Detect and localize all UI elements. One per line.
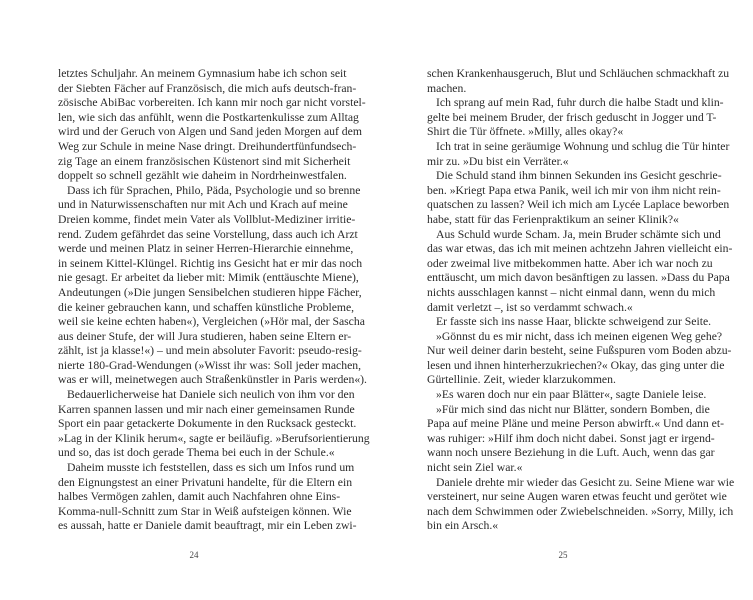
text-line: was ruhiger: »Hilf ihm doch nicht dabei. Sonst jagt er irgend- (427, 431, 715, 445)
text-line: wann noch unsere Beziehung in die Luft. Auch, wenn das gar (427, 446, 715, 460)
text-line: werde und meinen Platz in seiner Herren-Hierarchie einnehme, (58, 242, 354, 256)
text-line: nichts ausschlagen kannst – nicht einmal dann, wenn du mich (427, 285, 716, 299)
paragraph (427, 402, 724, 476)
text-line: »Gönnst du es mir nicht, dass ich meinen eigenen Weg gehe? (436, 329, 723, 343)
paragraph (58, 388, 370, 461)
text-line: der Siebten Fächer auf Französisch, die mich aufs deutsch-fran- (58, 81, 357, 95)
text-line: gelte bei meinem Bruder, der frisch geduscht in Jogger und T- (427, 110, 717, 124)
paragraph (58, 67, 366, 184)
text-line: Karren spannen lassen und mir nach einer gemeinsamen Runde (58, 402, 355, 416)
text-line: Er fasste sich ins nasse Haar, blickte schweigend zur Seite. (436, 315, 712, 329)
text-line: nie gesagt. Er arbeitet da lieber mit: Mimik (enttäuschte Miene), (58, 271, 359, 285)
right-page-body (427, 67, 735, 534)
paragraph (427, 67, 730, 96)
text-line: Sport ein paar getackerte Dokumente in den Rucksack gesteckt. (58, 417, 357, 431)
text-line: versteinert, nur seine Augen waren etwas feucht und gerötet wie (427, 490, 727, 504)
page-number: 25 (558, 550, 568, 560)
paragraph (427, 315, 712, 330)
text-line: weil sie keine echten haben«), Vergleichen (»Hör mal, der Sascha (58, 315, 365, 329)
text-line: len, wie sich das anfühlt, wenn die Postkartenkulisse zum Alltag (58, 110, 359, 124)
paragraph (58, 461, 357, 534)
paragraph (427, 227, 733, 316)
text-line: »Für mich sind das nicht nur Blätter, sondern Bomben, die (436, 402, 710, 416)
text-line: ben. »Kriegt Papa etwa Panik, weil ich mir von ihm nicht rein- (427, 183, 721, 197)
text-line: Dass ich für Sprachen, Philo, Päda, Psychologie und so brenne (67, 183, 361, 197)
text-line: nierte 180-Grad-Wendungen (»Wisst ihr was: Soll jeder machen, (58, 358, 362, 372)
text-line: nach dem Schwimmen oder Zwiebelschneiden. »Sorry, Milly, ich (427, 504, 734, 518)
text-line: Bedauerlicherweise hat Daniele sich neulich von ihm vor den (67, 388, 355, 402)
text-line: doppelt so schnell gezählt wie daheim in Nordrheinwestfalen. (58, 169, 347, 183)
left-page (0, 0, 376, 600)
text-line: Ich sprang auf mein Rad, fuhr durch die halbe Stadt und klin- (436, 96, 724, 110)
text-line: den Eignungstest an einer Privatuni handelte, für die Eltern ein (58, 475, 353, 489)
text-line: das war etwas, das ich mit meinen achtzehn Jahren vielleicht ein- (427, 242, 733, 256)
paragraph (427, 139, 730, 169)
text-line: es aussah, hatte er Daniele damit beauftragt, mir ein Leben zwi- (58, 519, 357, 533)
right-page (377, 0, 753, 600)
text-line: Andeutungen (»Die jungen Sensibelchen studieren hippe Fächer, (58, 285, 362, 299)
text-line: »Es waren doch nur ein paar Blätter«, sagte Daniele leise. (436, 388, 707, 402)
text-line: habe, statt für das Ferienpraktikum an seiner Klinik?« (427, 212, 679, 226)
text-line: Daheim musste ich feststellen, dass es sich um Infos rund um (67, 461, 355, 475)
page-number: 24 (189, 550, 199, 560)
paragraph (427, 475, 735, 534)
text-line: zählt, ist ja klasse!«) – und mein absoluter Favorit: pseudo-resig- (58, 344, 362, 358)
text-line: die keiner gebrauchen kann, und schaffen künstliche Probleme, (58, 300, 355, 314)
text-line: Shirt die Tür öffnete. »Milly, alles okay?« (427, 125, 624, 139)
text-line: bin ein Arsch.« (427, 519, 499, 533)
paragraph (58, 183, 367, 388)
text-line: zig Tage an einem französischen Küstenort sind mit Sicherheit (58, 154, 351, 168)
text-line: Komma-null-Schnitt zum Star in Weiß aufsteigen können. Wie (58, 504, 352, 518)
text-line: machen. (427, 81, 467, 95)
text-line: lesen und ihnen hinterherzukriechen?« Okay, das ging unter die (427, 358, 725, 372)
text-line: oder zweimal live mitbekommen hatte. Aber ich war noch zu (427, 256, 713, 270)
left-page-body (58, 67, 370, 534)
paragraph (427, 329, 732, 388)
text-line: damit verletzt –, ist so verdammt schwach.« (427, 300, 633, 314)
text-line: Ich trat in seine geräumige Wohnung und schlug die Tür hinter (436, 139, 730, 153)
text-line: »Lag in der Klinik herum«, sagte er beiläufig. »Berufsorientierung (58, 431, 370, 445)
text-line: was er will, meinetwegen auch Straßenkünstler in Paris werden«). (58, 373, 367, 387)
text-line: halbes Vermögen zahlen, damit auch Nachfahren ohne Eins- (58, 490, 341, 504)
text-line: Die Schuld stand ihm binnen Sekunden ins Gesicht geschrie- (436, 169, 722, 183)
text-line: schen Krankenhausgeruch, Blut und Schläuchen schmackhaft zu (427, 67, 730, 80)
text-line: Nur weil deiner darin besteht, seine Fußspuren vom Boden abzu- (427, 344, 732, 358)
text-line: rend. Zudem gefährdet das seine Vorstellung, dass auch ich Arzt (58, 227, 358, 241)
text-line: und so, das ist doch gerade Thema bei euch in der Schule.« (58, 446, 335, 460)
paragraph (427, 388, 707, 403)
text-line: wird und der Geruch von Algen und Sand jeden Morgen auf dem (58, 125, 362, 139)
text-line: Aus Schuld wurde Scham. Ja, mein Bruder schämte sich und (436, 227, 721, 241)
text-line: zösische AbiBac vorbereiten. Ich kann mir noch gar nicht vorstel- (58, 96, 366, 110)
text-line: Daniele drehte mir wieder das Gesicht zu. Seine Miene war wie (436, 475, 735, 489)
text-line: nicht sein Ziel war.« (427, 461, 523, 475)
text-line: Dreien komme, findet mein Vater als Vollblut-Mediziner irritie- (58, 212, 356, 226)
text-line: und in Naturwissenschaften nur mit Ach und Krach auf meine (58, 198, 348, 212)
paragraph (427, 96, 724, 140)
paragraph (427, 169, 730, 227)
text-line: in seinem Kittel-Klüngel. Richtig ins Gesicht hat er mir das noch (58, 256, 363, 270)
text-line: mir zu. »Du bist ein Verräter.« (427, 154, 569, 168)
text-line: quatschen zu lassen? Weil ich mich am Lycée Laplace beworben (427, 198, 730, 212)
text-line: aus deiner Stufe, der will Jura studieren, haben seine Eltern er- (58, 329, 352, 343)
text-line: Weg zur Schule in meine Nase dringt. Dreihundertfünfundsech- (58, 139, 357, 153)
text-line: letztes Schuljahr. An meinem Gymnasium habe ich schon seit (58, 67, 347, 80)
text-line: Gürtellinie. Zeit, wieder klarzukommen. (427, 373, 616, 387)
text-line: enttäuscht, um mich davon besänftigen zu lassen. »Dass du Papa (427, 271, 730, 285)
text-line: Papa auf meine Pläne und meine Person abwirft.« Und dann et- (427, 417, 724, 431)
